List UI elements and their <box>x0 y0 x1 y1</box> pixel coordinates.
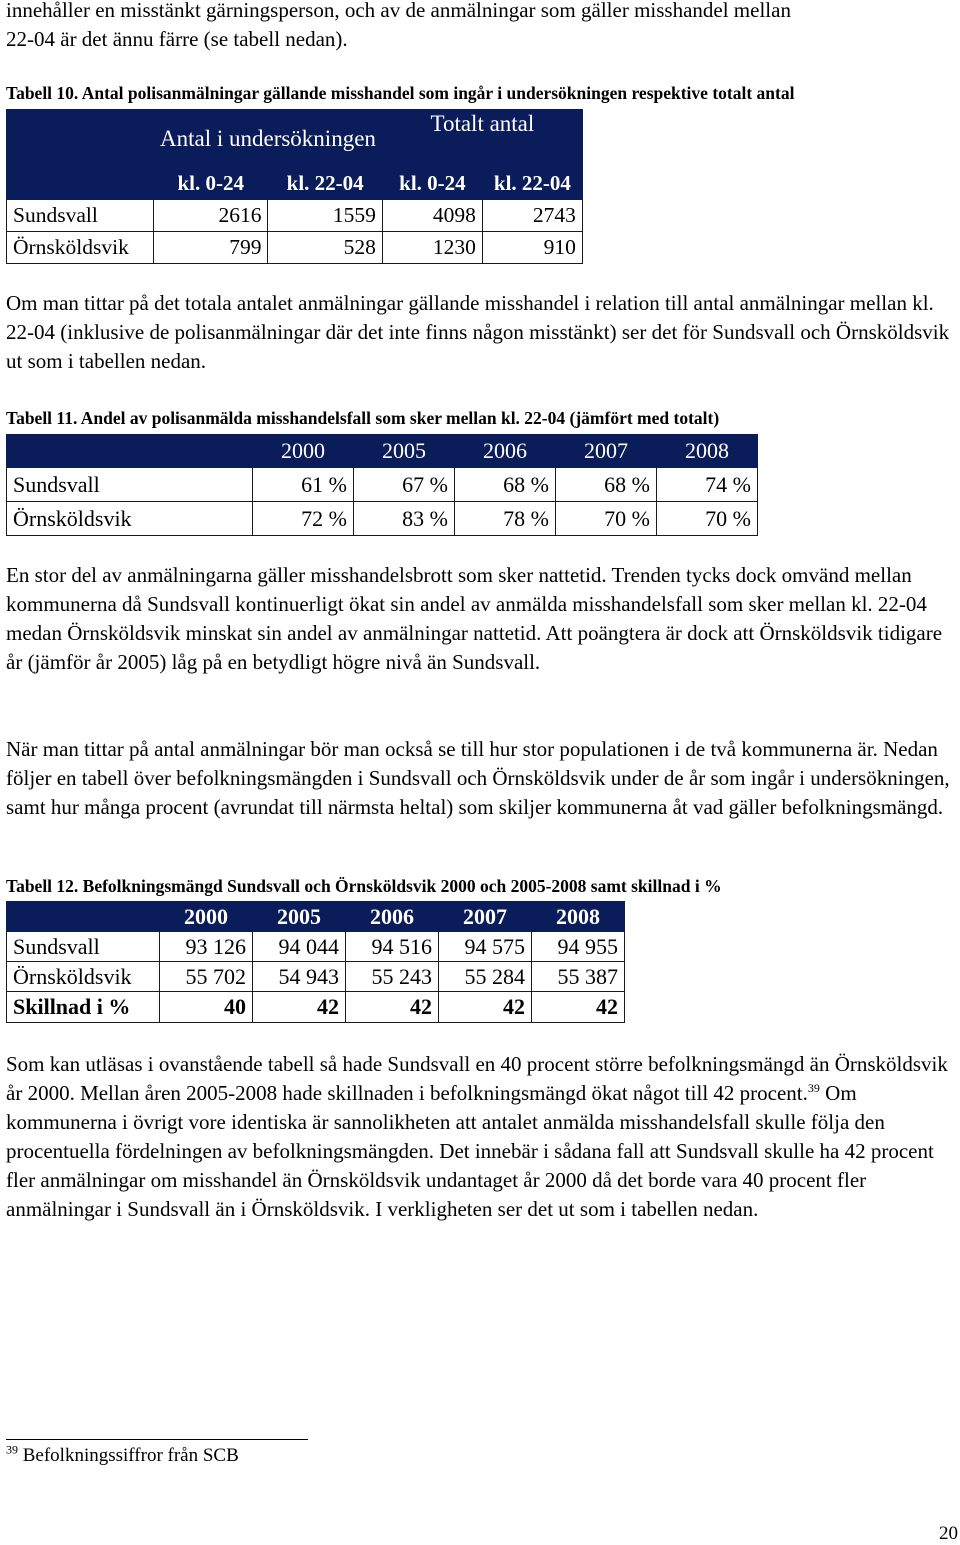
table-cell: 94 575 <box>439 932 532 962</box>
table12-year-header: 2005 <box>253 902 346 932</box>
footnote-number: 39 <box>6 1442 18 1457</box>
table-cell: 93 126 <box>160 932 253 962</box>
table-cell: 54 943 <box>253 962 346 992</box>
table12-year-header: 2008 <box>532 902 625 932</box>
table10-subheader: kl. 22-04 <box>482 168 582 200</box>
table-row <box>7 932 625 962</box>
paragraph-3: När man tittar på antal anmälningar bör man också se till hur stor populationen i de två kommunerna är. Nedan följer en tabell över befolkningsmängden i Sundsvall och Örnsköldsvik under de år som ingår i undersökningen, samt hur många procent (avrundat till närmsta heltal) som skiljer kommunerna åt vad gäller befolkningsmängd. <box>6 737 950 819</box>
table-cell: 42 <box>346 992 439 1023</box>
table11 <box>6 434 758 536</box>
table-cell: 1559 <box>268 200 382 232</box>
table12-year-header: 2000 <box>160 902 253 932</box>
table-cell: 42 <box>439 992 532 1023</box>
table-row <box>7 468 758 502</box>
table-row <box>7 502 758 536</box>
footnote <box>6 1442 239 1467</box>
footnote-divider <box>6 1439 308 1440</box>
page-number: 20 <box>939 1523 958 1544</box>
table10-subheader: kl. 22-04 <box>268 168 382 200</box>
table-cell: 42 <box>253 992 346 1023</box>
table-cell: 78 % <box>455 502 556 536</box>
table12-year-header: 2007 <box>439 902 532 932</box>
table10-corner <box>7 110 154 168</box>
table-cell: 799 <box>154 232 268 264</box>
table-cell: 55 243 <box>346 962 439 992</box>
table-row <box>7 200 583 232</box>
table-row <box>7 992 625 1023</box>
table-cell: 70 % <box>657 502 758 536</box>
table-cell: 2743 <box>482 200 582 232</box>
table-cell: 40 <box>160 992 253 1023</box>
table-cell: 68 % <box>455 468 556 502</box>
table-cell: 55 702 <box>160 962 253 992</box>
footnote-reference[interactable]: 39 <box>807 1081 820 1095</box>
row-label: Örnsköldsvik <box>7 232 154 264</box>
table-cell: 4098 <box>382 200 482 232</box>
table-cell: 68 % <box>556 468 657 502</box>
table10-subheader: kl. 0-24 <box>382 168 482 200</box>
paragraph-4-text: Som kan utläsas i ovanstående tabell så hade Sundsvall en 40 procent större befolkningsmängd än Örnsköldsvik år 2000. Mellan åren 2005-2008 hade skillnaden i befolkningsmängd ökat något till 42 procent. <box>6 1052 948 1105</box>
table12-caption: Tabell 12. Befolkningsmängd Sundsvall och Örnsköldsvik 2000 och 2005-2008 samt skillnad i % <box>6 876 722 896</box>
table-cell: 55 387 <box>532 962 625 992</box>
table-cell: 67 % <box>354 468 455 502</box>
paragraph-2: En stor del av anmälningarna gäller misshandelsbrott som sker nattetid. Trenden tycks dock omvänd mellan kommunerna då Sundsvall kontinuerligt ökat sin andel av anmälda misshandelsfall som sker mellan kl. 22-04 medan Örnsköldsvik minskat sin andel av anmälningar nattetid. Att poängtera är dock att Örnsköldsvik tidigare år (jämför år 2005) låg på en betydligt högre nivå än Sundsvall. <box>6 563 943 674</box>
paragraph-1: Om man tittar på det totala antalet anmälningar gällande misshandel i relation till antal anmälningar mellan kl. 22-04 (inklusive de polisanmälningar där det inte finns någon misstänkt) ser det för Sundsvall och Örnsköldsvik ut som i tabellen nedan. <box>6 291 950 373</box>
paragraph-4-text: Om kommunerna i övrigt vore identiska är sannolikheten att antalet anmälda misshandelsfall skulle följa den procentuella fördelningen av befolkningsmängden. Det innebär i sådana fall att Sundsvall skulle ha 42 procent fler anmälningar om misshandel än Örnsköldsvik undantaget år 2000 då det borde vara 40 procent fler anmälningar i Sundsvall än i Örnsköldsvik. I verkligheten ser det ut som i tabellen nedan. <box>6 1081 934 1221</box>
paragraph-4 <box>6 1050 960 1224</box>
row-label: Örnsköldsvik <box>7 962 160 992</box>
table-cell: 83 % <box>354 502 455 536</box>
table11-year-header: 2000 <box>253 435 354 468</box>
table-cell: 94 044 <box>253 932 346 962</box>
table12 <box>6 901 625 1023</box>
table-row <box>7 962 625 992</box>
table-cell: 94 955 <box>532 932 625 962</box>
table10-group-header: Antal i undersökningen <box>154 110 383 168</box>
table11-year-header: 2006 <box>455 435 556 468</box>
table11-year-header: 2007 <box>556 435 657 468</box>
row-label: Sundsvall <box>7 932 160 962</box>
table-cell: 94 516 <box>346 932 439 962</box>
table-cell: 910 <box>482 232 582 264</box>
table10-subheader: kl. 0-24 <box>154 168 268 200</box>
table-cell: 528 <box>268 232 382 264</box>
table-row <box>7 232 583 264</box>
intro-line-1: innehåller en misstänkt gärningsperson, och av de anmälningar som gäller misshandel mellan <box>6 0 791 22</box>
table11-corner <box>7 435 253 468</box>
table-cell: 72 % <box>253 502 354 536</box>
table10-group-header: Totalt antal <box>382 110 582 168</box>
table11-year-header: 2008 <box>657 435 758 468</box>
row-label: Skillnad i % <box>7 992 160 1023</box>
table11-year-header: 2005 <box>354 435 455 468</box>
footnote-text: Befolkningssiffror från SCB <box>18 1445 239 1466</box>
table12-corner <box>7 902 160 932</box>
table10 <box>6 109 583 264</box>
table-cell: 70 % <box>556 502 657 536</box>
table-cell: 55 284 <box>439 962 532 992</box>
table10-caption: Tabell 10. Antal polisanmälningar gällande misshandel som ingår i undersökningen respektive totalt antal <box>6 83 795 103</box>
intro-line-2: 22-04 är det ännu färre (se tabell nedan). <box>6 27 348 51</box>
row-label: Sundsvall <box>7 468 253 502</box>
table12-year-header: 2006 <box>346 902 439 932</box>
table-cell: 74 % <box>657 468 758 502</box>
table11-caption: Tabell 11. Andel av polisanmälda misshandelsfall som sker mellan kl. 22-04 (jämfört med totalt) <box>6 408 720 428</box>
table-cell: 42 <box>532 992 625 1023</box>
table-cell: 1230 <box>382 232 482 264</box>
table10-corner <box>7 168 154 200</box>
table-cell: 2616 <box>154 200 268 232</box>
row-label: Sundsvall <box>7 200 154 232</box>
row-label: Örnsköldsvik <box>7 502 253 536</box>
table-cell: 61 % <box>253 468 354 502</box>
